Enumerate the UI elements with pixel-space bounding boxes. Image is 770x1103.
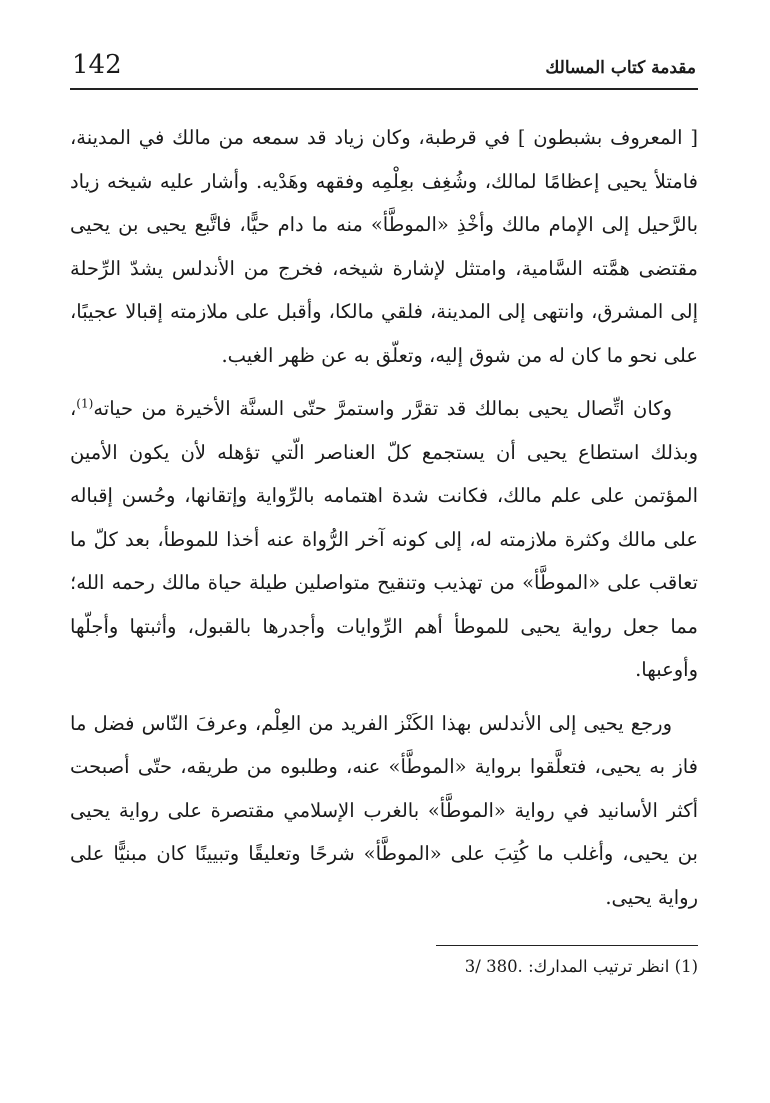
page-header bbox=[70, 40, 698, 90]
paragraph-2-rest: ، وبذلك استطاع يحيى أن يستجمع كلّ العناصر الّتي تؤهله لأن يكون الأمين المؤتمن على علم مالك، فكانت شدة اهتمامه بالرِّواية وإتقانها، وحُسن إقباله على مالك وكثرة ملازمته له، إلى كونه آخر الرُّواة عنه أخذا للموطأ، بعد كلّ ما تعاقب على «الموطَّأ» من تهذيب وتنقيح متواصلين طيلة حياة مالك رحمه الله؛ مما جعل رواية يحيى للموطأ أهم الرِّوايات وأجدرها بالقبول، وأثبتها وأجلّها وأوعبها. bbox=[70, 397, 698, 681]
paragraph-2 bbox=[70, 387, 698, 692]
footnote bbox=[70, 954, 698, 980]
paragraph-3: ورجع يحيى إلى الأندلس بهذا الكَنْز الفريد من العِلْم، وعرفَ النّاس فضل ما فاز به يحيى، فتعلَّقوا برواية «الموطَّأ» عنه، وطلبوه من طريقه، حتّى أصبحت أكثر الأسانيد في رواية «الموطَّأ» بالغرب الإسلامي مقتصرة على رواية يحيى بن يحيى، وأغلب ما كُتِبَ على «الموطَّأ» شرحًا وتعليقًا وتبيينًا كان مبنيًّا على رواية يحيى. bbox=[70, 711, 698, 909]
footnote-marker: (1) bbox=[674, 957, 698, 976]
footnote-reference[interactable]: (1) bbox=[76, 396, 94, 411]
footnote-citation: 3/ 380. bbox=[464, 957, 523, 976]
body-text bbox=[70, 116, 698, 919]
paragraph-2-start: وكان اتِّصال يحيى بمالك قد تقرَّر واستمرَّ حتّى السنَّة الأخيرة من حياته bbox=[93, 397, 672, 420]
footnote-divider bbox=[436, 945, 698, 946]
book-page bbox=[70, 40, 698, 980]
footnote-text: انظر ترتيب المدارك: bbox=[528, 957, 670, 976]
running-title: مقدمة كتاب المسالك bbox=[545, 58, 696, 78]
paragraph-1: [ المعروف بشبطون ] في قرطبة، وكان زياد قد سمعه من مالك في المدينة، فامتلأ يحيى إعظامًا لمالك، وشُغِف بعِلْمِه وفقهه وهَدْيه. وأشار عليه شيخه زياد بالرَّحيل إلى الإمام مالك وأخْذِ «الموطَّأ» منه ما دام حيًّا، فاتَّبع يحيى بن يحيى مقتضى همَّته السَّامية، وامتثل لإشارة شيخه، فخرج من الأندلس يشدّ الرِّحلة إلى المشرق، وانتهى إلى المدينة، فلقي مالكا، وأقبل على ملازمته إقبالا عجيبًا، على نحو ما كان له من شوق إليه، وتعلّق به عن ظهر الغيب. bbox=[70, 126, 698, 367]
page-number: 142 bbox=[72, 50, 122, 80]
